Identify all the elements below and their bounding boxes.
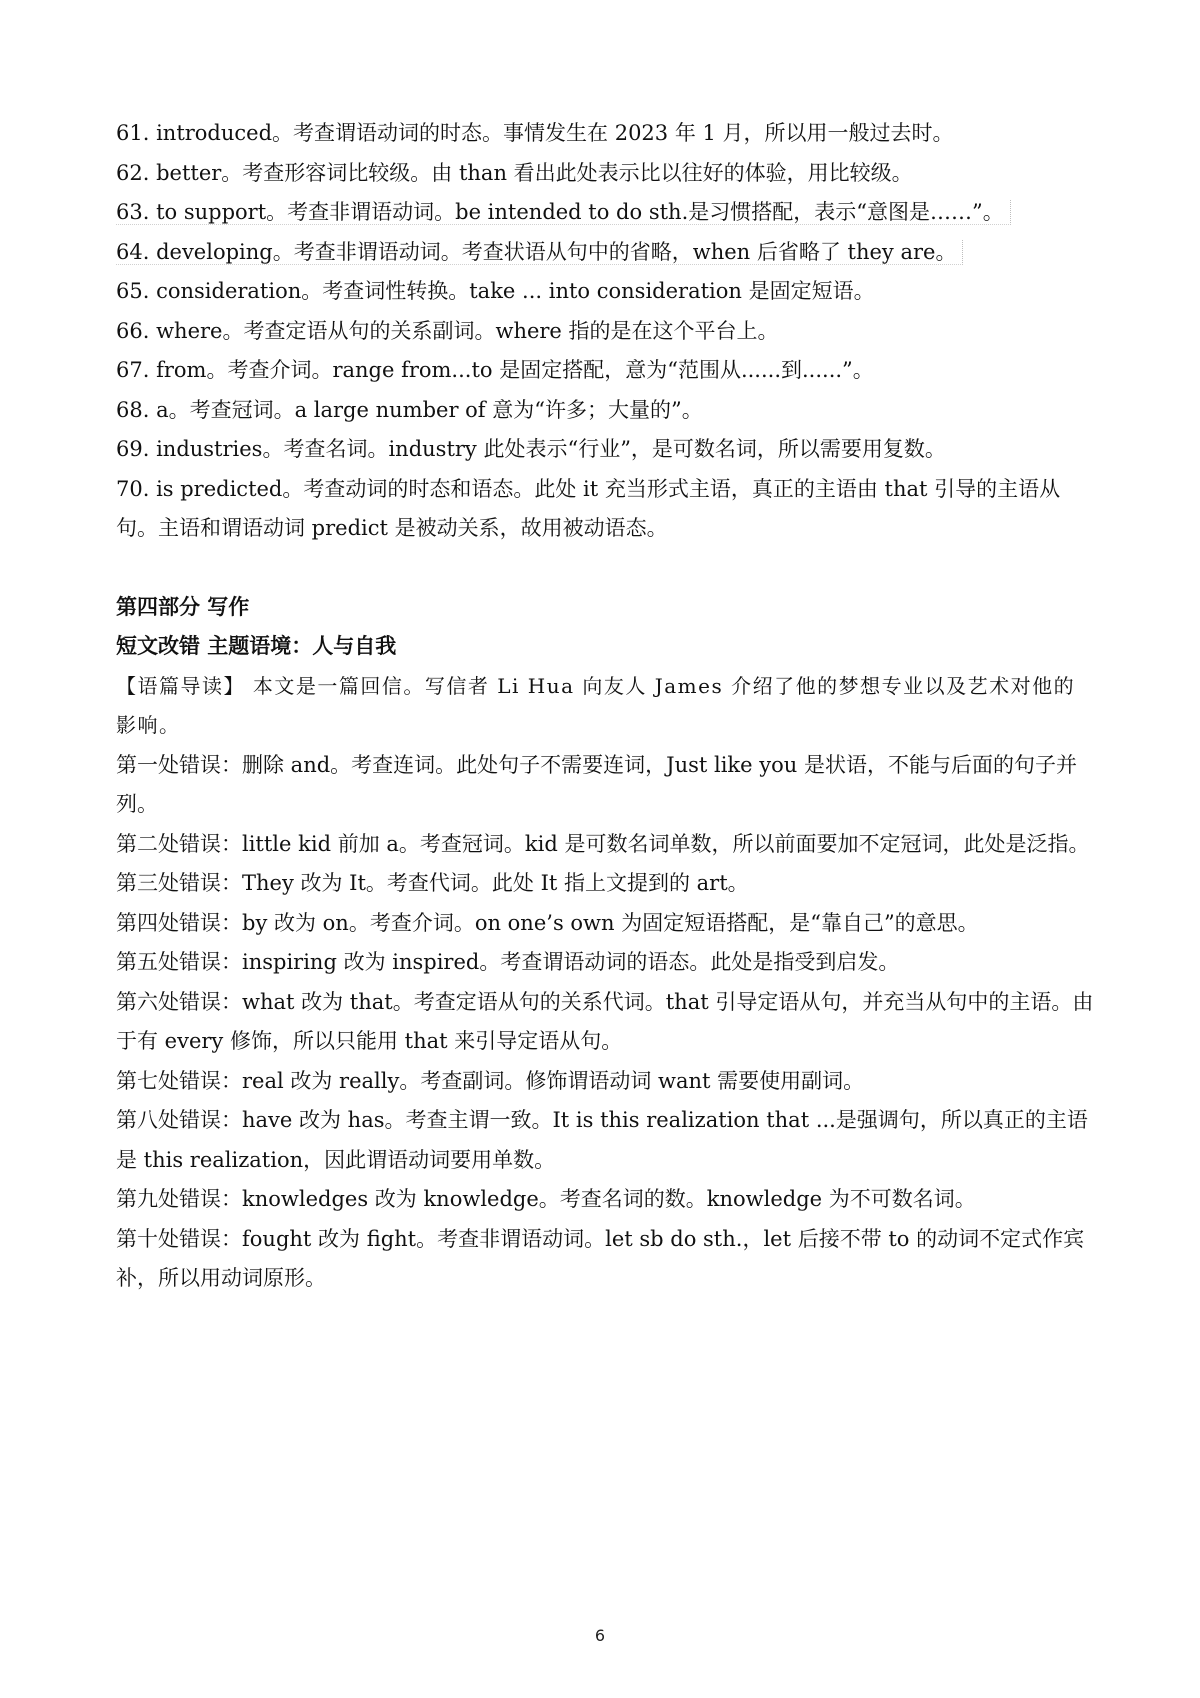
answer-62: 62. better。考查形容词比较级。由 than 看出此处表示比以往好的体验，用比较级。 — [116, 160, 913, 185]
answer-63 — [116, 193, 1096, 233]
answer-67: 67. from。考查介词。range from...to 是固定搭配，意为“范围从......到......”。 — [116, 358, 874, 382]
correction-8: 第八处错误：have 改为 has。考查主谓一致。It is this realization that ...是强调句，所以真正的主语是 this realization，因此谓语动词要用单数。 — [116, 1108, 1088, 1172]
answer-61: 61. introduced。考查谓语动词的时态。事情发生在 2023 年 1 月，所以用一般过去时。 — [116, 121, 954, 145]
section-title: 第四部分 写作 — [116, 594, 250, 619]
correction-4: 第四处错误：by 改为 on。考查介词。on one’s own 为固定短语搭配，是“靠自己”的意思。 — [116, 910, 979, 935]
page-content — [116, 114, 1096, 1299]
correction-6: 第六处错误：what 改为 that。考查定语从句的关系代词。that 引导定语从句，并充当从句中的主语。由于有 every 修饰，所以只能用 that 来引导定语从句。 — [116, 989, 1094, 1053]
answer-64 — [116, 233, 1096, 273]
answer-63-text: 63. to support。考查非谓语动词。be intended to do sth.是习惯搭配，表示“意图是……”。 — [116, 200, 1011, 225]
correction-9: 第九处错误：knowledges 改为 knowledge。考查名词的数。knowledge 为不可数名词。 — [116, 1187, 976, 1211]
answer-65: 65. consideration。考查词性转换。take ... into consideration 是固定短语。 — [116, 279, 875, 303]
page-number: 6 — [594, 1626, 606, 1645]
section-spacer — [116, 549, 1096, 588]
answer-64-text: 64. developing。考查非谓语动词。考查状语从句中的省略，when 后省略了 they are。 — [116, 240, 963, 265]
passage-intro: 【语篇导读】 本文是一篇回信。写信者 Li Hua 向友人 James 介绍了他的梦想专业以及艺术对他的影响。 — [116, 673, 1076, 737]
correction-2: 第二处错误：little kid 前加 a。考查冠词。kid 是可数名词单数，所以前面要加不定冠词，此处是泛指。 — [116, 831, 1090, 856]
answer-66: 66. where。考查定语从句的关系副词。where 指的是在这个平台上。 — [116, 318, 779, 343]
answer-list — [116, 114, 1096, 549]
correction-3: 第三处错误：They 改为 It。考查代词。此处 It 指上文提到的 art。 — [116, 871, 749, 895]
correction-7: 第七处错误：real 改为 really。考查副词。修饰谓语动词 want 需要使用副词。 — [116, 1068, 865, 1093]
correction-5: 第五处错误：inspiring 改为 inspired。考查谓语动词的语态。此处是指受到启发。 — [116, 950, 900, 974]
answer-68: 68. a。考查冠词。a large number of 意为“许多；大量的”。 — [116, 397, 703, 422]
answer-70: 70. is predicted。考查动词的时态和语态。此处 it 充当形式主语，真正的主语由 that 引导的主语从句。主语和谓语动词 predict 是被动关系，故用被动语态。 — [116, 476, 1061, 540]
answer-69: 69. industries。考查名词。industry 此处表示“行业”，是可数名词，所以需要用复数。 — [116, 437, 946, 461]
correction-10: 第十处错误：fought 改为 fight。考查非谓语动词。let sb do sth.，let 后接不带 to 的动词不定式作宾补，所以用动词原形。 — [116, 1226, 1085, 1290]
correction-1: 第一处错误：删除 and。考查连词。此处句子不需要连词，Just like you 是状语，不能与后面的句子并列。 — [116, 752, 1077, 816]
section-subtitle: 短文改错 主题语境：人与自我 — [116, 634, 397, 658]
correction-list — [116, 746, 1096, 1299]
